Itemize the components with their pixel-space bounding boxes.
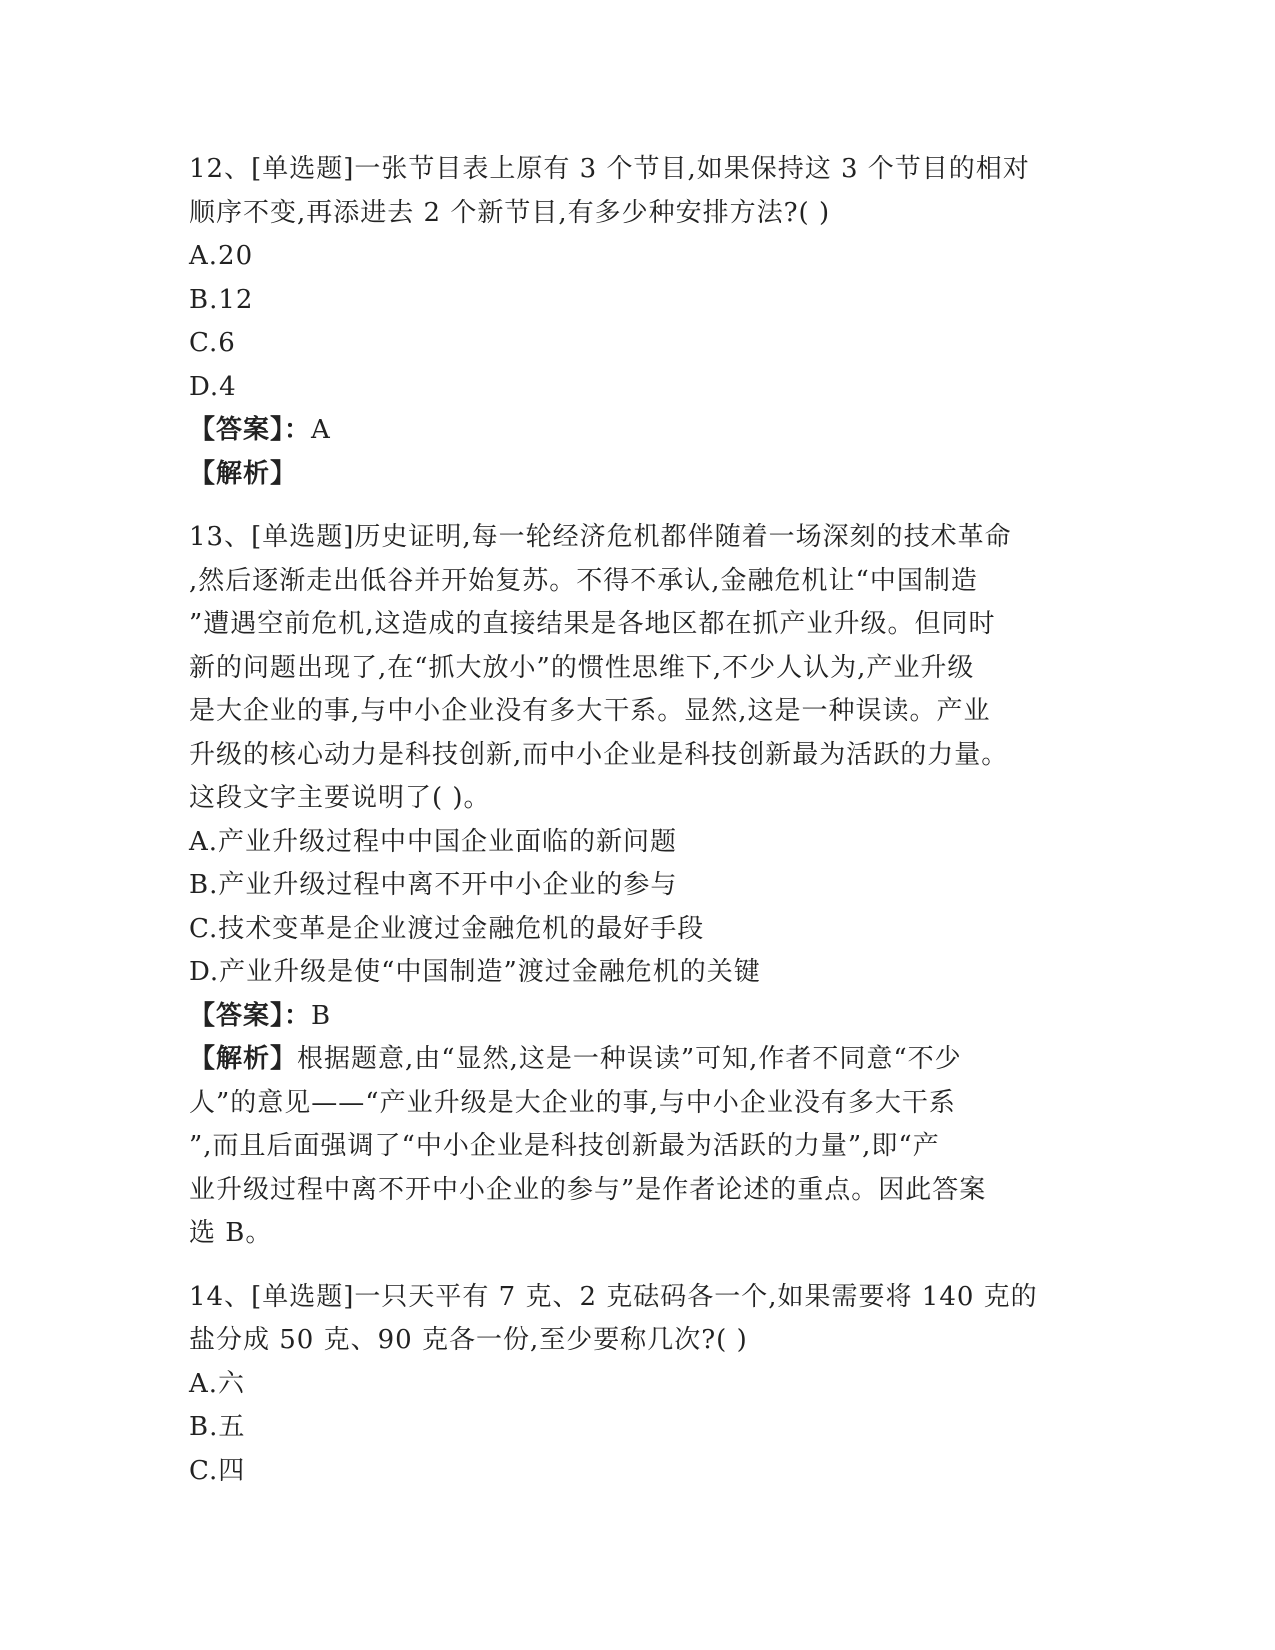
analysis-text-line: 选 B。 xyxy=(189,1218,273,1248)
analysis-label: 【解析】 xyxy=(189,458,298,489)
answer-value: A xyxy=(311,415,331,445)
option-a: A.六 xyxy=(189,1368,246,1399)
question-stem-line: 新的问题出现了,在“抓大放小”的惯性思维下,不少人认为,产业升级 xyxy=(189,652,975,683)
option-d: D.产业升级是使“中国制造”渡过金融危机的关键 xyxy=(189,957,761,987)
question-stem-line: 14、[单选题]一只天平有 7 克、2 克砝码各一个,如果需要将 140 克的 xyxy=(189,1281,1038,1312)
question-12 xyxy=(189,148,1079,496)
analysis-text-line: 根据题意,由“显然,这是一种误读”可知,作者不同意“不少 xyxy=(297,1044,962,1074)
question-stem-line: ,然后逐渐走出低谷并开始复苏。不得不承认,金融危机让“中国制造 xyxy=(189,565,978,596)
answer-label: 【答案】： xyxy=(189,415,312,445)
answer-line xyxy=(189,995,1079,1039)
option-a: A.20 xyxy=(189,241,254,271)
question-stem-line: ”遭遇空前危机,这造成的直接结果是各地区都在抓产业升级。但同时 xyxy=(189,609,996,639)
question-stem-line: 盐分成 50 克、90 克各一份,至少要称几次?( ) xyxy=(189,1325,748,1355)
option-d: D.4 xyxy=(189,371,237,402)
analysis-line xyxy=(189,1038,1079,1082)
option-c: C.6 xyxy=(189,328,236,358)
exam-page xyxy=(189,148,1079,1493)
option-c: C.技术变革是企业渡过金融危机的最好手段 xyxy=(189,913,705,944)
question-13 xyxy=(189,516,1079,1256)
analysis-text-line: ”,而且后面强调了“中小企业是科技创新最为活跃的力量”,即“产 xyxy=(189,1131,940,1161)
answer-value: B xyxy=(311,1000,332,1031)
option-b: B.五 xyxy=(189,1412,246,1442)
question-stem-line: 12、[单选题]一张节目表上原有 3 个节目,如果保持这 3 个节目的相对 xyxy=(189,154,1030,184)
option-b: B.产业升级过程中离不开中小企业的参与 xyxy=(189,870,678,900)
question-stem-line: 顺序不变,再添进去 2 个新节目,有多少种安排方法?( ) xyxy=(189,197,831,228)
analysis-label: 【解析】 xyxy=(189,1044,298,1074)
option-a: A.产业升级过程中中国企业面临的新问题 xyxy=(189,826,678,857)
question-stem-line: 升级的核心动力是科技创新,而中小企业是科技创新最为活跃的力量。 xyxy=(189,739,1009,770)
question-stem-line: 13、[单选题]历史证明,每一轮经济危机都伴随着一场深刻的技术革命 xyxy=(189,522,1012,552)
option-c: C.四 xyxy=(189,1455,246,1486)
answer-label: 【答案】： xyxy=(189,1000,312,1031)
question-stem-line: 是大企业的事,与中小企业没有多大干系。显然,这是一种误读。产业 xyxy=(189,696,991,726)
analysis-text-line: 业升级过程中离不开中小企业的参与”是作者论述的重点。因此答案 xyxy=(189,1174,987,1205)
option-b: B.12 xyxy=(189,284,254,315)
analysis-text-line: 人”的意见——“产业升级是大企业的事,与中小企业没有多大干系 xyxy=(189,1087,956,1118)
question-14 xyxy=(189,1276,1079,1494)
answer-line xyxy=(189,409,1079,453)
question-stem-line: 这段文字主要说明了( )。 xyxy=(189,783,491,813)
analysis-line xyxy=(189,453,1079,497)
